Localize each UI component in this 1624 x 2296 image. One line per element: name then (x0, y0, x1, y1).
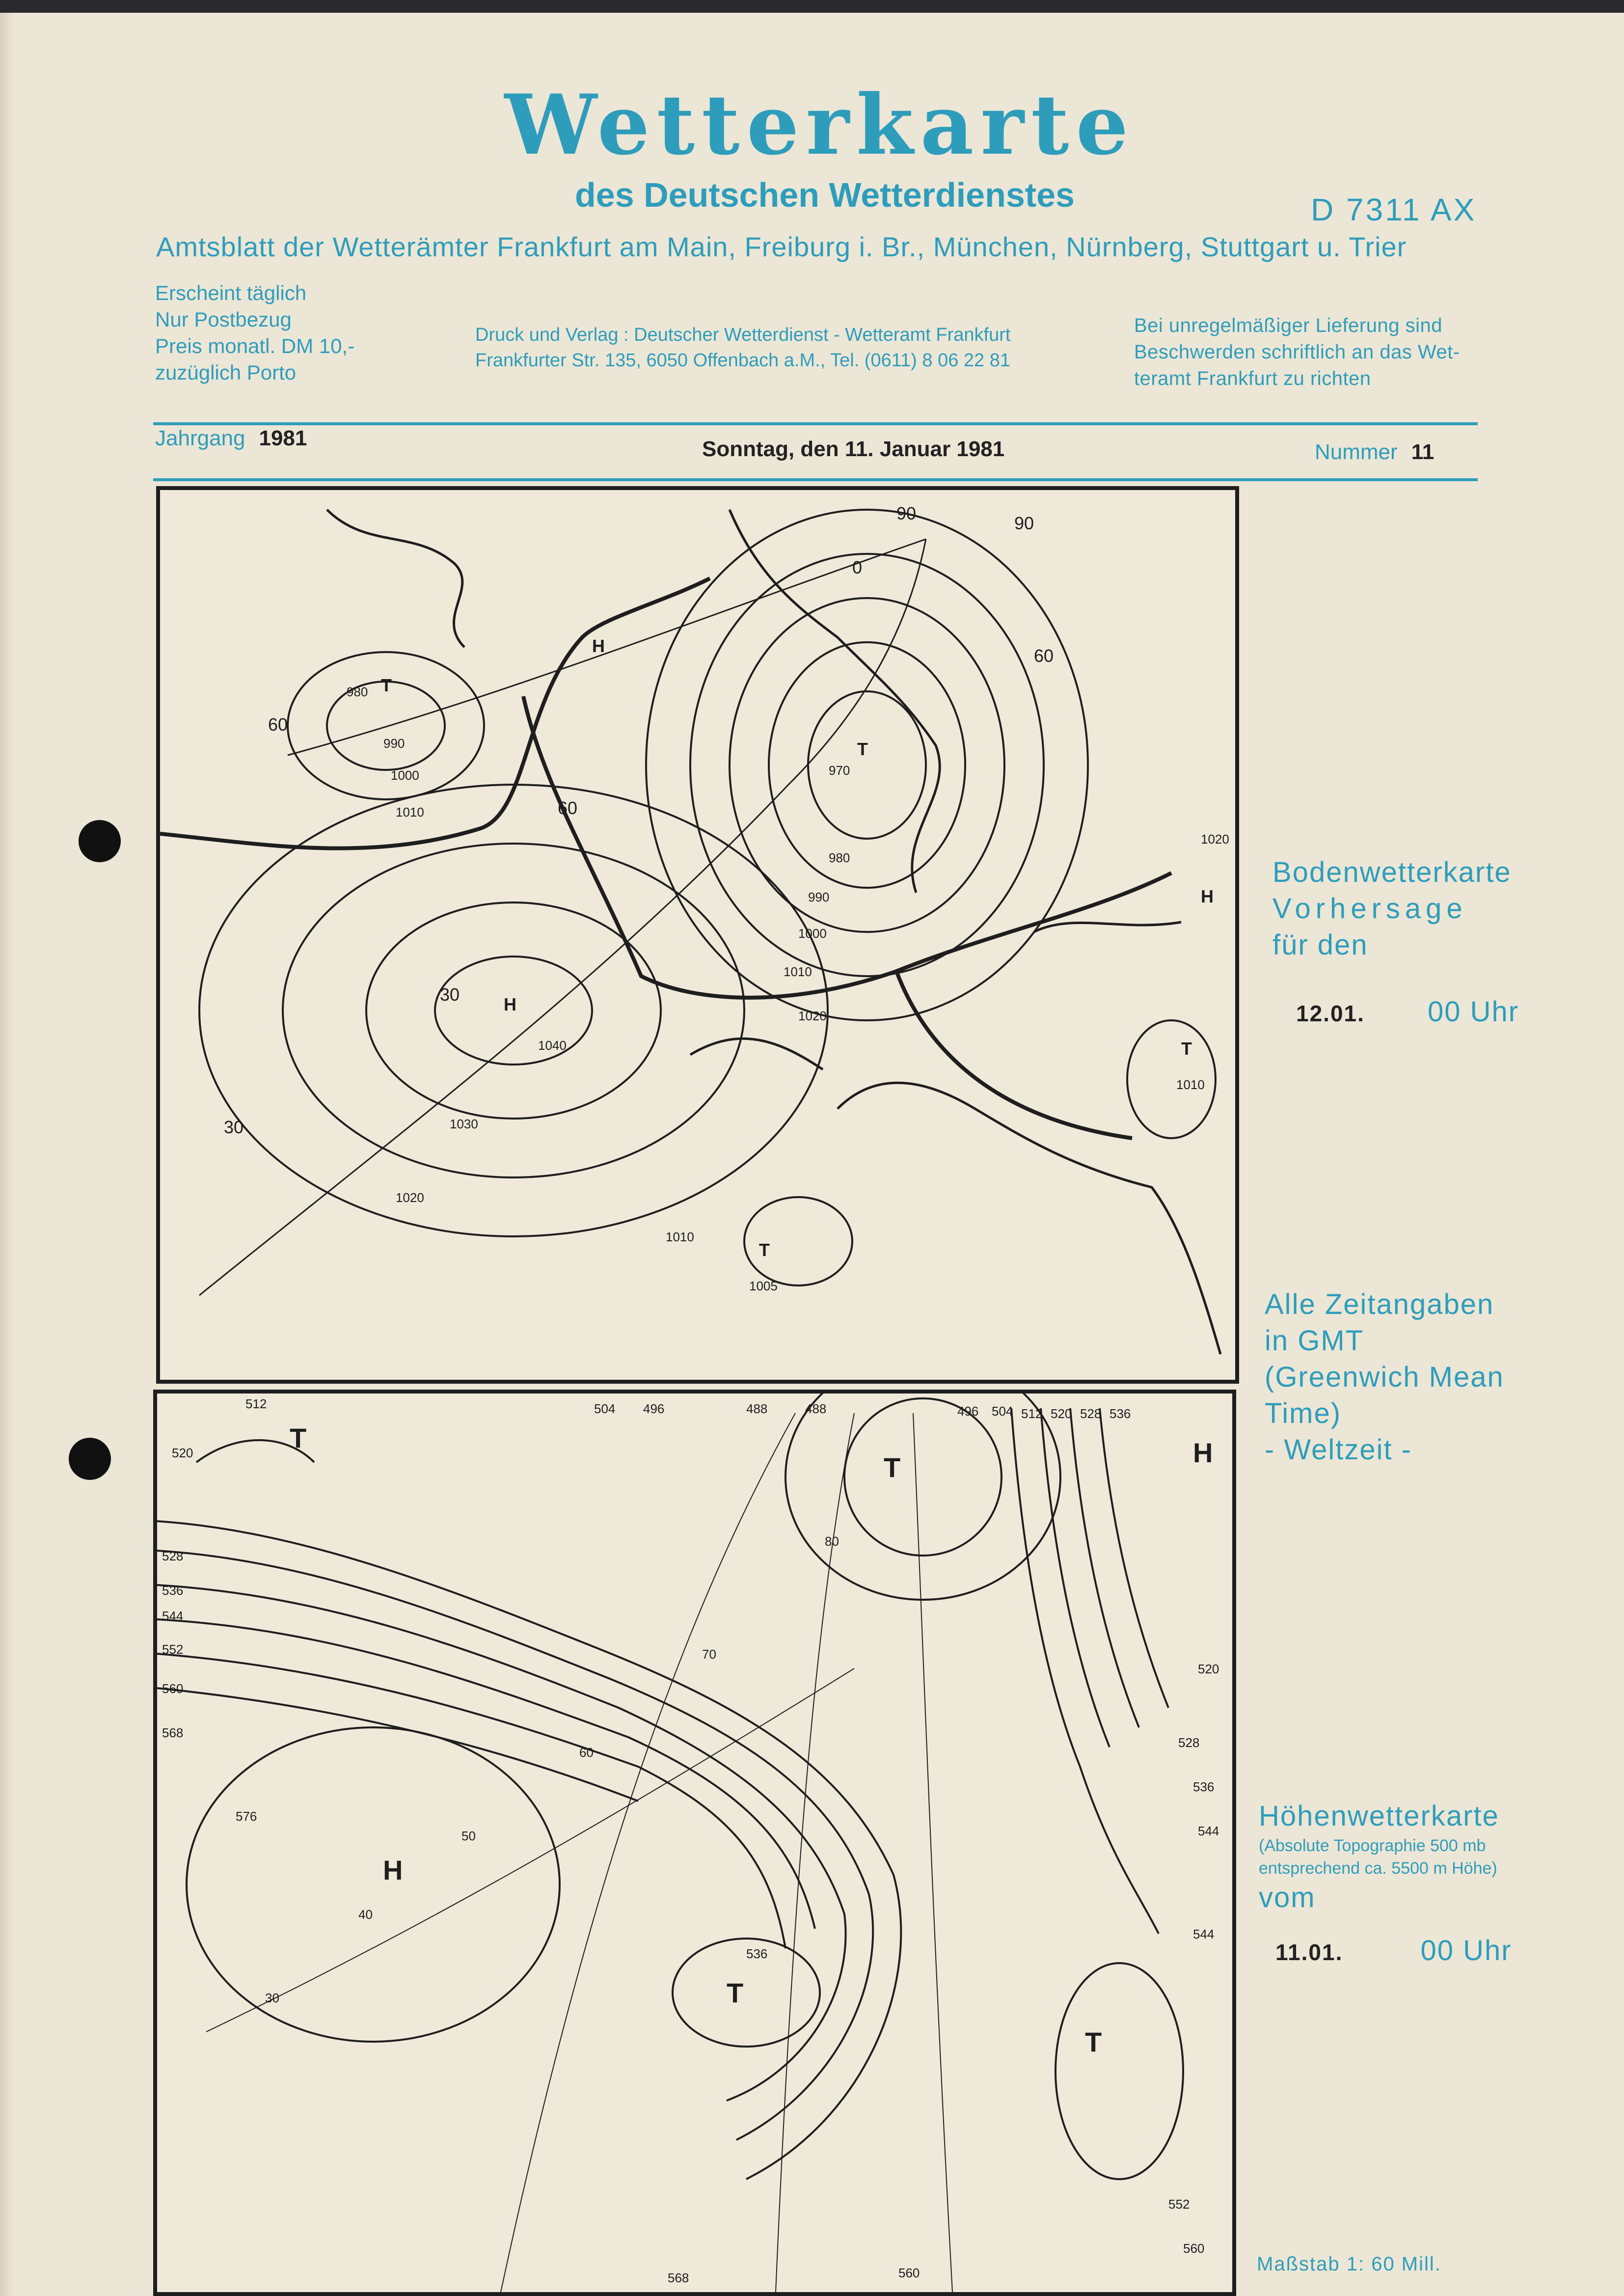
official-gazette-line: Amtsblatt der Wetterämter Frankfurt am Main, Freiburg i. Br., München, Nürnberg, Stuttgart u. Trier (156, 231, 1407, 262)
front-line (896, 971, 1132, 1138)
grid-label: 30 (440, 984, 460, 1005)
grid-label: 60 (268, 714, 288, 735)
contour-label: 560 (1183, 2241, 1205, 2256)
upper-valid-date (1275, 1933, 1512, 1970)
surface-map-drawing (160, 490, 1235, 1380)
publisher-info (475, 322, 1113, 373)
pressure-center-letter: H (592, 636, 605, 656)
contour-label: 528 (1080, 1406, 1102, 1421)
complaint-line: Bei unregelmäßiger Lieferung sind (1134, 315, 1442, 336)
isobar-label: 990 (808, 890, 830, 904)
contour-label: 512 (1021, 1406, 1043, 1421)
grid-label: 60 (558, 798, 578, 818)
issue-number (1315, 440, 1434, 465)
upper-time: 00 Uhr (1420, 1935, 1512, 1967)
upper-caption-vom: vom (1259, 1882, 1316, 1913)
time-note-line: in GMT (1265, 1325, 1364, 1357)
complaint-line: Beschwerden schriftlich an das Wet- (1134, 341, 1460, 363)
jahrgang-value: 1981 (259, 426, 307, 450)
isobar (769, 642, 965, 888)
isobar (288, 652, 484, 799)
contour-label: 528 (1178, 1735, 1200, 1750)
contour-line (157, 1521, 901, 2179)
subscription-line: Preis monatl. DM 10,- (155, 334, 355, 357)
grid-label: 30 (265, 1991, 279, 2005)
publisher-line: Druck und Verlag : Deutscher Wetterdienst - Wetteramt Frankfurt (475, 325, 1011, 345)
contour-line (187, 1727, 560, 2042)
time-note-line: - Weltzeit - (1265, 1434, 1412, 1466)
surface-map-caption (1272, 854, 1512, 963)
coastline (690, 1039, 823, 1069)
upper-caption-sub: (Absolute Topographie 500 mb (1259, 1836, 1486, 1855)
surface-weather-map (156, 486, 1239, 1384)
nummer-label: Nummer (1315, 440, 1398, 464)
grid-label: 50 (461, 1829, 476, 1843)
surface-caption-title: Bodenwetterkarte (1272, 856, 1512, 888)
grid-label: 30 (224, 1117, 244, 1137)
subscription-info (155, 280, 430, 386)
contour-label: 496 (957, 1404, 979, 1419)
grid-label: 90 (1014, 513, 1034, 533)
subscription-line: Erscheint täglich (155, 281, 307, 304)
grid-line (501, 1413, 795, 2292)
newspaper-title: Wetterkarte (504, 76, 1136, 173)
isobar (646, 510, 1088, 1020)
upper-caption-sub: entsprechend ca. 5500 m Höhe) (1259, 1859, 1497, 1878)
grid-label: 90 (896, 503, 917, 523)
surface-caption-forecast: Vorhersage (1272, 893, 1467, 925)
grid-line (288, 539, 926, 755)
jahrgang-label: Jahrgang (155, 426, 245, 450)
header-rule-top (153, 422, 1478, 425)
isobar-label: 1020 (396, 1190, 424, 1205)
isobar (808, 691, 926, 839)
pressure-center-letter: H (383, 1855, 403, 1886)
isobar-label: 1010 (784, 964, 812, 979)
contour-line (1100, 1408, 1168, 1708)
pressure-center-letter: T (884, 1452, 901, 1483)
contour-label: 560 (898, 2266, 920, 2280)
contour-label: 528 (162, 1549, 184, 1563)
contour-label: 520 (1051, 1406, 1072, 1421)
contour-label: 552 (1168, 2197, 1190, 2212)
contour-label: 504 (594, 1401, 616, 1416)
contour-label: 552 (162, 1642, 184, 1657)
coastline (327, 510, 464, 647)
contour-label: 504 (992, 1404, 1013, 1419)
contour-label: 544 (1198, 1824, 1219, 1838)
pressure-center-letter: H (1201, 886, 1214, 906)
pressure-center-letter: T (857, 739, 868, 759)
header-rule-bottom (153, 478, 1478, 481)
upper-map-caption (1259, 1798, 1499, 1916)
grid-label: 60 (1034, 646, 1054, 666)
contour-label: 544 (1193, 1927, 1215, 1941)
subscription-line: zuzüglich Porto (155, 361, 297, 384)
contour-label: 536 (1193, 1779, 1215, 1794)
contour-label: 536 (746, 1946, 768, 1961)
isobar-label: 1000 (798, 926, 827, 941)
surface-date: 12.01. (1296, 1001, 1365, 1026)
grid-label: 0 (852, 557, 863, 577)
paper-left-edge (0, 13, 14, 2296)
pressure-center-letter: T (727, 1977, 744, 2008)
surface-time: 00 Uhr (1428, 996, 1519, 1028)
grid-label: 70 (702, 1647, 716, 1662)
isobar-label: 1010 (396, 805, 424, 820)
nummer-value: 11 (1411, 440, 1435, 464)
pressure-center-letter: H (504, 994, 516, 1014)
pressure-center-letter: T (381, 675, 392, 695)
contour-label: 488 (746, 1401, 768, 1416)
scan-top-border (0, 0, 1624, 13)
grid-line (206, 1668, 854, 2032)
contour-label: 496 (643, 1401, 665, 1416)
pressure-center-letter: T (1085, 2026, 1102, 2057)
front-line (523, 696, 1171, 998)
front-line (160, 578, 710, 848)
time-note (1265, 1286, 1504, 1468)
isobar-label: 1010 (666, 1230, 694, 1244)
upper-date: 11.01. (1275, 1940, 1343, 1965)
jahrgang (155, 426, 307, 451)
pressure-center-letter: T (290, 1422, 307, 1453)
contour-label: 576 (236, 1809, 257, 1824)
contour-label: 520 (172, 1446, 193, 1460)
isobar-label: 1000 (391, 768, 419, 783)
isobar-label: 990 (383, 736, 405, 751)
issue-date: Sonntag, den 11. Januar 1981 (702, 437, 1005, 461)
contour-label: 512 (245, 1396, 267, 1411)
contour-line (844, 1398, 1001, 1556)
punch-hole (69, 1438, 111, 1480)
grid-label: 80 (825, 1534, 839, 1549)
contour-line (1056, 1963, 1183, 2179)
publication-code: D 7311 AX (1311, 192, 1477, 227)
surface-caption-for: für den (1272, 929, 1368, 961)
contour-label: 488 (805, 1401, 827, 1416)
map-scale: Maßstab 1: 60 Mill. (1257, 2253, 1441, 2275)
complaint-info (1134, 312, 1488, 392)
grid-label: 60 (579, 1745, 594, 1760)
isobar (690, 554, 1044, 976)
isobar-label: 1030 (450, 1117, 478, 1131)
isobar-label: 980 (347, 684, 368, 699)
time-note-line: (Greenwich Mean (1265, 1361, 1504, 1393)
isobar-label: 970 (829, 763, 850, 778)
upper-air-map (153, 1390, 1236, 2296)
isobar-label: 980 (829, 850, 850, 865)
newspaper-subtitle: des Deutschen Wetterdienstes (575, 176, 1075, 214)
complaint-line: teramt Frankfurt zu richten (1134, 368, 1371, 389)
contour-label: 568 (668, 2270, 689, 2285)
contour-label: 544 (162, 1609, 184, 1623)
time-note-line: Alle Zeitangaben (1265, 1288, 1494, 1320)
isobar-label: 1040 (538, 1038, 567, 1053)
upper-caption-title: Höhenwetterkarte (1259, 1800, 1499, 1832)
surface-valid-date (1296, 994, 1519, 1032)
pressure-center-letter: T (759, 1240, 770, 1260)
isobar-label: 1020 (798, 1009, 827, 1023)
upper-map-drawing (157, 1394, 1232, 2292)
contour-label: 560 (162, 1681, 184, 1696)
coastline (1034, 922, 1181, 932)
subscription-line: Nur Postbezug (155, 308, 292, 331)
coastline (838, 1083, 1220, 1354)
isobar-label: 1005 (749, 1279, 778, 1293)
pressure-center-letter: T (1181, 1039, 1192, 1059)
pressure-center-letter: H (1193, 1437, 1213, 1468)
punch-hole (79, 820, 121, 862)
contour-line (1011, 1408, 1159, 1934)
contour-line (157, 1654, 785, 1948)
grid-label: 40 (358, 1907, 373, 1922)
isobar-label: 1010 (1176, 1077, 1205, 1092)
coastline (730, 510, 940, 893)
contour-line (157, 1551, 873, 2140)
grid-line (913, 1413, 952, 2292)
time-note-line: Time) (1265, 1397, 1342, 1429)
contour-label: 520 (1198, 1662, 1219, 1676)
contour-label: 536 (1110, 1406, 1131, 1421)
publisher-line: Frankfurter Str. 135, 6050 Offenbach a.M., Tel. (0611) 8 06 22 81 (475, 350, 1010, 371)
contour-label: 568 (162, 1725, 184, 1740)
isobar-label: 1020 (1201, 832, 1229, 847)
contour-label: 536 (162, 1583, 184, 1598)
